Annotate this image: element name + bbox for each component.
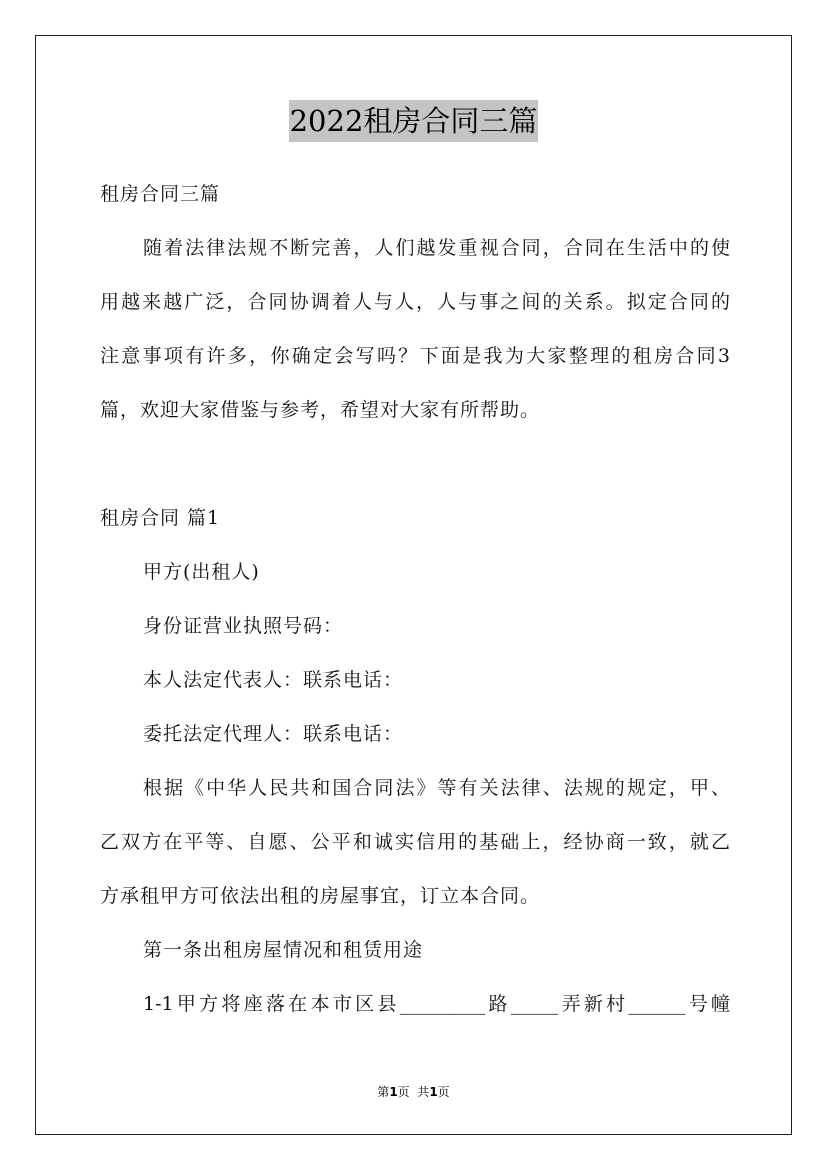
- document-title: 2022租房合同三篇: [289, 100, 539, 142]
- intro-line-1: 随着法律法规不断完善，人们越发重视合同，合同在生活中的使: [143, 237, 730, 259]
- intro-line-2: 用越来越广泛，合同协调着人与人，人与事之间的关系。拟定合同的: [100, 291, 730, 313]
- intro-line-3: 注意事项有许多，你确定会写吗？下面是我为大家整理的租房合同3: [100, 345, 730, 367]
- party-a-line: 甲方(出租人): [143, 561, 260, 583]
- legal-rep-line: 本人法定代表人：联系电话：: [143, 669, 404, 691]
- id-number-line: 身份证营业执照号码：: [143, 615, 344, 637]
- footer-total-pages: 1: [429, 1085, 438, 1099]
- section-heading: 租房合同 篇1: [100, 507, 221, 529]
- footer-suffix: 页: [437, 1085, 450, 1099]
- article-1-heading: 第一条出租房屋情况和租赁用途: [143, 939, 424, 961]
- page-footer: [0, 1083, 827, 1100]
- footer-page-number: 1: [389, 1085, 398, 1099]
- basis-line-3: 方承租甲方可依法出租的房屋事宜，订立本合同。: [100, 885, 541, 907]
- title-container: [0, 100, 827, 142]
- intro-line-4: 篇，欢迎大家借鉴与参考，希望对大家有所帮助。: [100, 399, 541, 421]
- footer-prefix: 第: [377, 1085, 390, 1099]
- basis-line-2: 乙双方在平等、自愿、公平和诚实信用的基础上，经协商一致，就乙: [100, 831, 730, 853]
- clause-1-1: 1-1甲方将座落在本市区县_________路_____弄新村______号幢: [143, 993, 730, 1015]
- footer-mid: 页 共: [397, 1085, 430, 1099]
- basis-line-1: 根据《中华人民共和国合同法》等有关法律、法规的规定，甲、: [143, 777, 730, 799]
- agent-line: 委托法定代理人：联系电话：: [143, 723, 404, 745]
- subtitle: 租房合同三篇: [100, 183, 221, 205]
